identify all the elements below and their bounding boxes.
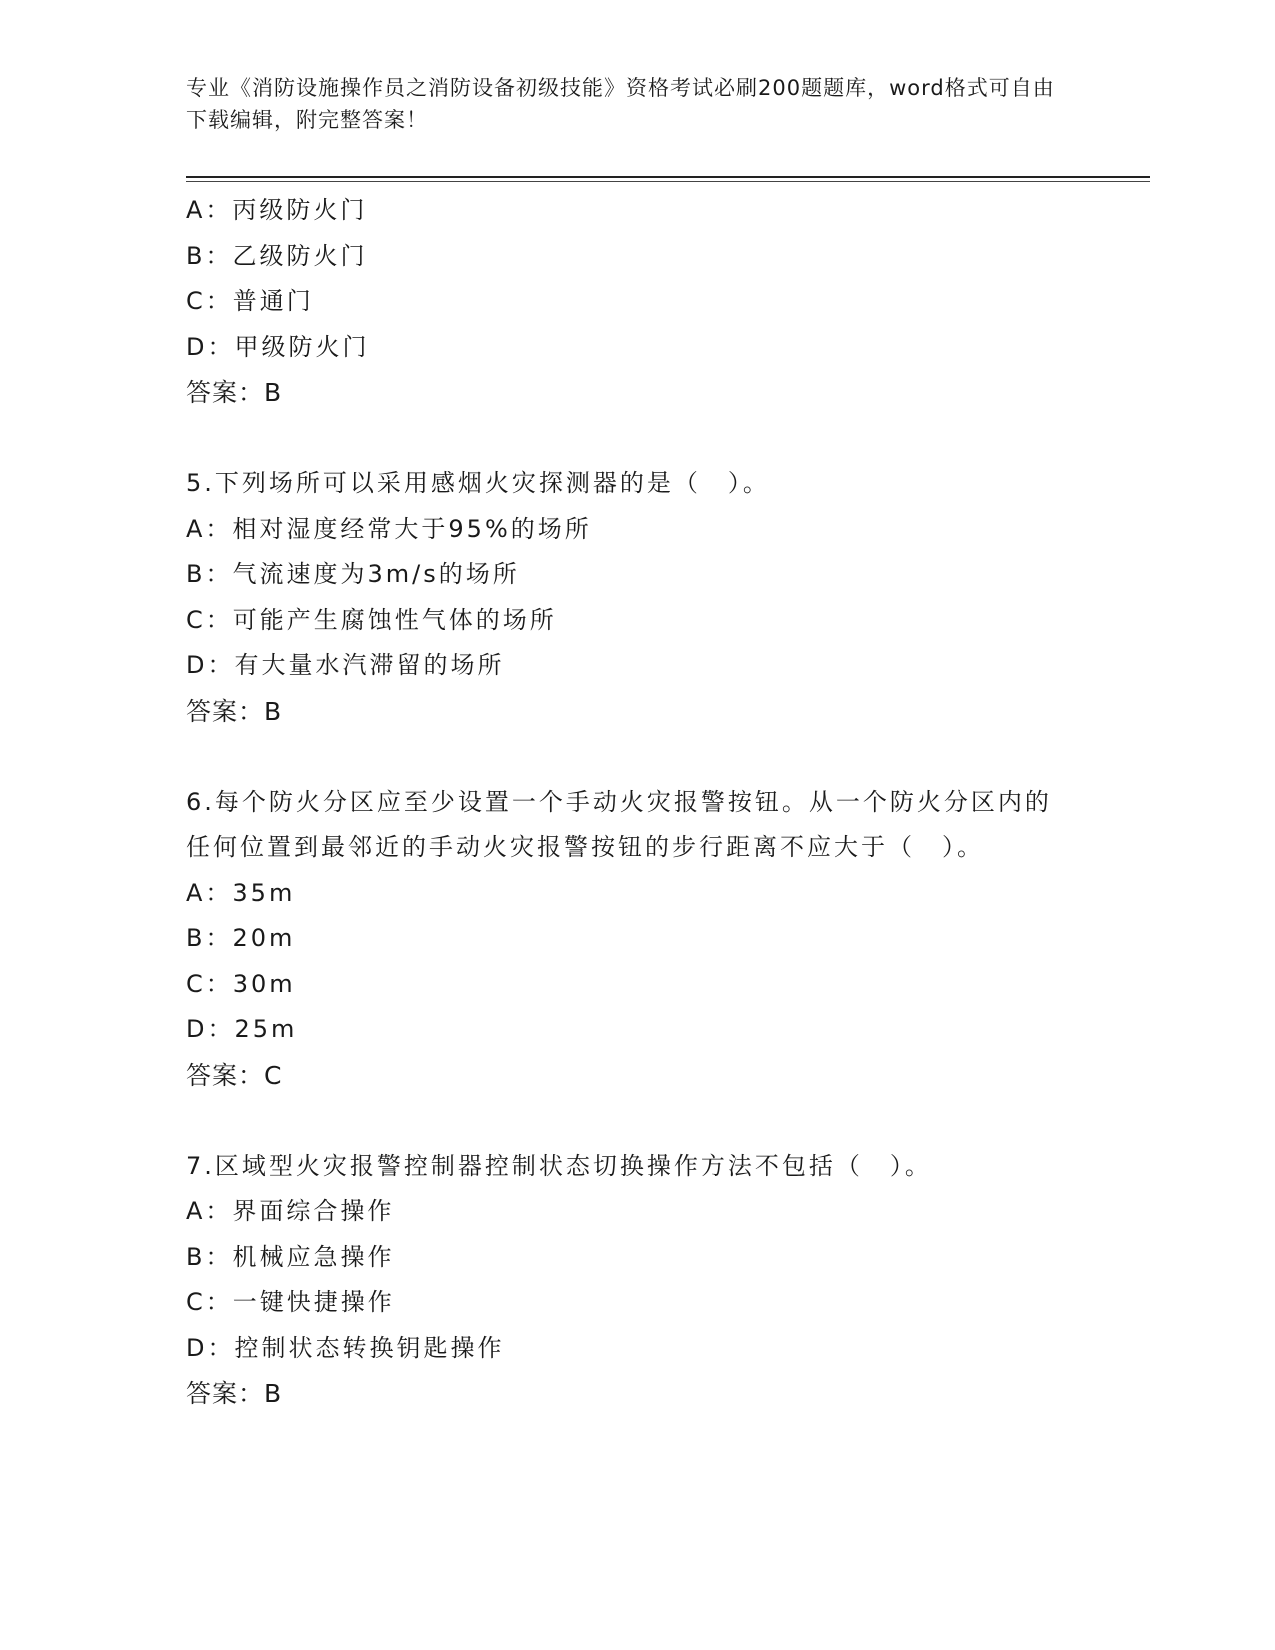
question-list <box>186 188 1066 1417</box>
option-a: A：35m <box>186 878 296 907</box>
option-a: A：丙级防火门 <box>186 196 368 224</box>
option-c: C：一键快捷操作 <box>186 1288 395 1316</box>
option-c: C：可能产生腐蚀性气体的场所 <box>186 605 557 634</box>
option-a: A：相对湿度经常大于95%的场所 <box>186 514 592 543</box>
question-block-5 <box>186 461 1066 734</box>
header-rule-thin <box>186 181 1150 182</box>
option-d: D：甲级防火门 <box>186 332 370 361</box>
question-block-7 <box>186 1144 1066 1417</box>
option-b: B：20m <box>186 924 296 952</box>
question-block-partial <box>186 188 1066 416</box>
question-stem: 5.下列场所可以采用感烟火灾探测器的是（ ）。 <box>186 469 770 497</box>
question-stem: 7.区域型火灾报警控制器控制状态切换操作方法不包括（ ）。 <box>186 1151 932 1180</box>
question-stem: 6.每个防火分区应至少设置一个手动火灾报警按钮。从一个防火分区内的任何位置到最邻近的手动火灾报警按钮的步行距离不应大于（ ）。 <box>186 787 1052 861</box>
answer-line: 答案：B <box>186 696 283 726</box>
option-d: D：控制状态转换钥匙操作 <box>186 1333 505 1362</box>
option-b: B：气流速度为3m/s的场所 <box>186 560 520 588</box>
header-rule-thick <box>186 176 1150 178</box>
option-c: C：30m <box>186 969 296 998</box>
option-a: A：界面综合操作 <box>186 1197 395 1225</box>
answer-line: 答案：B <box>186 378 283 407</box>
option-b: B：乙级防火门 <box>186 241 368 270</box>
option-b: B：机械应急操作 <box>186 1242 395 1271</box>
document-header: 专业《消防设施操作员之消防设备初级技能》资格考试必刷200题题库，word格式可自由下载编辑，附完整答案！ <box>186 76 1055 132</box>
option-c: C：普通门 <box>186 287 314 315</box>
answer-line: 答案：C <box>186 1060 283 1090</box>
option-d: D：有大量水汽滞留的场所 <box>186 651 505 679</box>
option-d: D：25m <box>186 1015 298 1043</box>
question-block-6 <box>186 780 1066 1099</box>
answer-line: 答案：B <box>186 1379 283 1408</box>
